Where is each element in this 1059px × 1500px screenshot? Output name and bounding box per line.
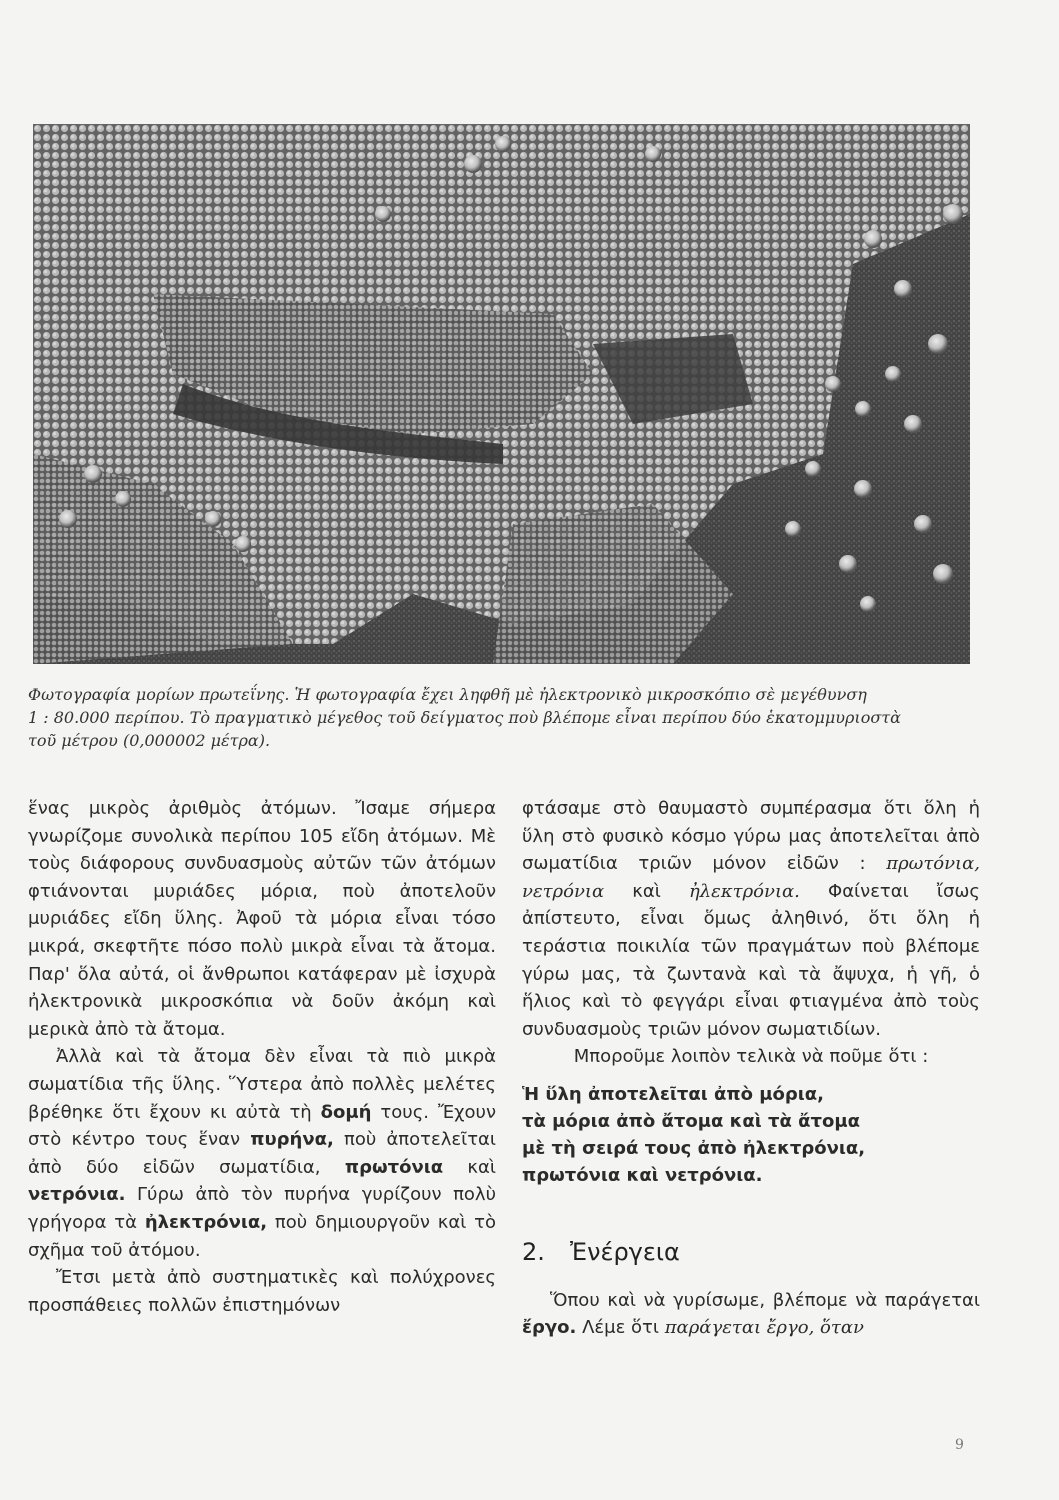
micrograph-photo (33, 124, 970, 664)
section-number: 2. (522, 1237, 545, 1266)
caption-line-1: Φωτογραφία μορίων πρωτεΐνης. Ἡ φωτογραφία ἔχει ληφθῆ μὲ ἠλεκτρονικὸ μικροσκόπιο σὲ μεγέθυνση (28, 685, 867, 704)
caption-line-2: 1 : 80.000 περίπου. Τὸ πραγματικὸ μέγεθος τοῦ δείγματος ποὺ βλέπομε εἶναι περίπου δύο ἑκατομμυριοστὰ (28, 708, 901, 727)
section-title: Ἐνέργεια (570, 1237, 680, 1266)
summary-line-2: τὰ μόρια ἀπὸ ἄτομα καὶ τὰ ἄτομα (522, 1110, 860, 1132)
micrograph-image (33, 124, 970, 664)
right-column (522, 795, 980, 1342)
section-heading (522, 1239, 980, 1267)
right-paragraph-2: Μποροῦμε λοιπὸν τελικὰ νὰ ποῦμε ὅτι : (573, 1046, 929, 1068)
term-work: ἔργο. (522, 1317, 577, 1339)
summary-line-1: Ἡ ὕλη ἀποτελεῖται ἀπὸ μόρια, (522, 1083, 825, 1105)
summary-line-3: μὲ τὴ σειρά τους ἀπὸ ἠλεκτρόνια, (522, 1137, 866, 1159)
left-paragraph-2: Ἀλλὰ καὶ τὰ ἄτομα δὲν εἶναι τὰ πιὸ μικρὰ σωματίδια τῆς ὕλης. Ὕστερα ἀπὸ πολλὲς μελέτες βρέθηκε ὅτι ἔχουν κι αὐτὰ τὴ δομή τους. Ἔχουν στὸ κέντρο τους ἕναν πυρήνα, ποὺ ἀποτελεῖται ἀπὸ δύο εἰδῶν σωματίδια, πρωτόνια καὶ νετρόνια. Γύρω ἀπὸ τὸν πυρήνα γυρίζουν πολὺ γρήγορα τὰ ἠλεκτρόνια, ποὺ δημιουργοῦν καὶ τὸ σχῆμα τοῦ ἀτόμου. (28, 1046, 496, 1261)
left-paragraph-1: ἕνας μικρὸς ἀριθμὸς ἀτόμων. Ἴσαμε σήμερα γνωρίζομε συνολικὰ περίπου 105 εἴδη ἀτόμων. Μὲ τοὺς διάφορους συνδυασμοὺς αὐτῶν τῶν ἀτόμων φτιάνονται μυριάδες μόρια, ποὺ ἀποτελοῦν μυριάδες εἴδη ὕλης. Ἀφοῦ τὰ μόρια εἶναι τόσο μικρά, σκεφτῆτε πόσο πολὺ μικρὰ εἶναι τὰ ἄτομα. Παρ' ὅλα αὐτά, οἱ ἄνθρωποι κατάφεραν μὲ ἰσχυρὰ ἠλεκτρονικὰ μικροσκόπια νὰ δοῦν ἀκόμη καὶ μερικὰ ἀπὸ τὰ ἄτομα. (28, 798, 496, 1040)
term-electrons: ἠλεκτρόνια, (144, 1211, 268, 1233)
term-nucleus: πυρήνα, (250, 1129, 334, 1151)
caption-line-3: τοῦ μέτρου (0,000002 μέτρα). (28, 731, 271, 750)
left-paragraph-3: Ἔτσι μετὰ ἀπὸ συστηματικὲς καὶ πολύχρονες προσπάθειες πολλῶν ἐπιστημόνων (28, 1267, 496, 1316)
work-italic: παράγεται ἔργο, ὅταν (664, 1317, 864, 1339)
summary-line-4: πρωτόνια καὶ νετρόνια. (522, 1164, 763, 1186)
term-structure: δομή (320, 1101, 372, 1123)
summary-statement (522, 1081, 980, 1189)
electrons-italic: ἠλεκτρόνια. (688, 880, 800, 902)
term-neutrons: νετρόνια. (28, 1184, 126, 1206)
term-protons: πρωτόνια (344, 1156, 444, 1178)
photo-caption (28, 683, 988, 752)
particles-italic: πρωτόνια, νετρόνια (522, 853, 980, 902)
right-paragraph-3: Ὅπου καὶ νὰ γυρίσωμε, βλέπομε νὰ παράγεται ἔργο. Λέμε ὅτι παράγεται ἔργο, ὅταν (522, 1289, 980, 1339)
page-number: 9 (955, 1437, 964, 1453)
left-column (28, 795, 496, 1319)
right-paragraph-1: φτάσαμε στὸ θαυμαστὸ συμπέρασμα ὅτι ὅλη ἡ ὕλη στὸ φυσικὸ κόσμο γύρω μας ἀποτελεῖται ἀπὸ σωματίδια τριῶν μόνον εἰδῶν : πρωτόνια, νετρόνια καὶ ἠλεκτρόνια. Φαίνεται ἴσως ἀπίστευτο, εἶναι ὅμως ἀληθινό, ὅτι ὅλη ἡ τεράστια ποικιλία τῶν πραγμάτων ποὺ βλέπομε γύρω μας, τὰ ζωντανὰ καὶ τὰ ἄψυχα, ἡ γῆ, ὁ ἥλιος καὶ τὸ φεγγάρι εἶναι φτιαγμένα ἀπὸ τοὺς συνδυασμοὺς τριῶν μόνον σωματιδίων. (522, 798, 980, 1040)
